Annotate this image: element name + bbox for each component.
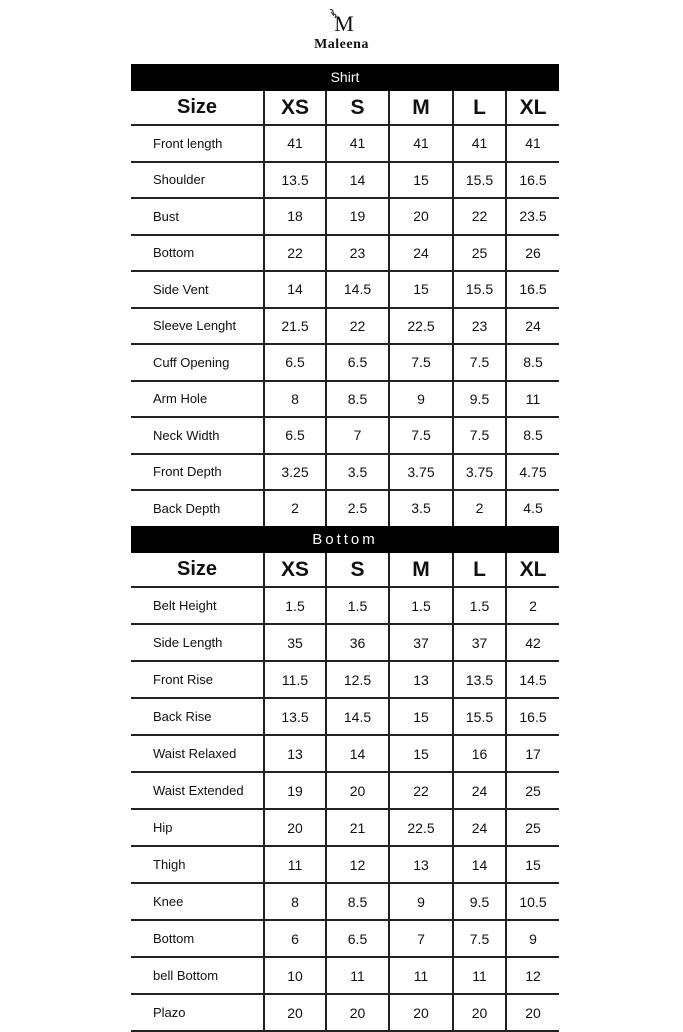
measurement-value: 2.5: [326, 490, 389, 527]
size-header-s: S: [326, 91, 389, 125]
size-header-xs: XS: [264, 553, 326, 587]
measurement-value: 15.5: [453, 271, 506, 308]
size-header-xl: XL: [506, 553, 559, 587]
measurement-value: 8.5: [326, 381, 389, 418]
size-header-l: L: [453, 553, 506, 587]
measurement-value: 16.5: [506, 162, 559, 199]
measurement-value: 19: [326, 198, 389, 235]
measurement-value: 23: [326, 235, 389, 272]
measurement-value: 15: [389, 735, 453, 772]
measurement-value: 4.75: [506, 454, 559, 491]
table-row: [131, 235, 559, 272]
measurement-value: 9: [389, 883, 453, 920]
measurement-label: Waist Relaxed: [131, 735, 264, 772]
measurement-value: 22: [453, 198, 506, 235]
measurement-value: 20: [326, 994, 389, 1031]
table-row: [131, 125, 559, 162]
measurement-value: 7.5: [453, 920, 506, 957]
measurement-value: 18: [264, 198, 326, 235]
measurement-value: 14: [264, 271, 326, 308]
measurement-value: 25: [506, 772, 559, 809]
measurement-value: 6.5: [326, 344, 389, 381]
size-header-m: M: [389, 553, 453, 587]
table-row: [131, 417, 559, 454]
measurement-value: 2: [264, 490, 326, 527]
size-column-header: Size: [131, 553, 264, 587]
measurement-value: 15.5: [453, 698, 506, 735]
measurement-value: 37: [453, 624, 506, 661]
measurement-label: Side Vent: [131, 271, 264, 308]
measurement-label: Plazo: [131, 994, 264, 1031]
brand-name: Maleena: [314, 37, 369, 52]
measurement-label: Front Depth: [131, 454, 264, 491]
measurement-value: 13: [389, 661, 453, 698]
measurement-value: 9.5: [453, 381, 506, 418]
measurement-value: 10: [264, 957, 326, 994]
measurement-value: 7: [389, 920, 453, 957]
shirt-banner: Shirt: [131, 64, 559, 91]
measurement-value: 23: [453, 308, 506, 345]
measurement-value: 20: [389, 994, 453, 1031]
measurement-value: 20: [506, 994, 559, 1031]
measurement-value: 7.5: [453, 344, 506, 381]
measurement-value: 22: [389, 772, 453, 809]
measurement-value: 3.5: [389, 490, 453, 527]
size-header-m: M: [389, 91, 453, 125]
measurement-value: 9.5: [453, 883, 506, 920]
measurement-value: 14: [453, 846, 506, 883]
shirt-table: [131, 91, 559, 528]
measurement-label: Sleeve Lenght: [131, 308, 264, 345]
measurement-value: 3.75: [389, 454, 453, 491]
measurement-value: 15.5: [453, 162, 506, 199]
measurement-label: Front Rise: [131, 661, 264, 698]
measurement-value: 15: [389, 271, 453, 308]
measurement-value: 14: [326, 735, 389, 772]
table-row: [131, 381, 559, 418]
table-row: [131, 308, 559, 345]
table-row: [131, 735, 559, 772]
table-row: [131, 957, 559, 994]
measurement-value: 10.5: [506, 883, 559, 920]
table-row: [131, 772, 559, 809]
measurement-value: 7.5: [389, 344, 453, 381]
measurement-value: 6.5: [264, 344, 326, 381]
measurement-value: 20: [264, 994, 326, 1031]
measurement-value: 20: [453, 994, 506, 1031]
size-header-s: S: [326, 553, 389, 587]
measurement-value: 4.5: [506, 490, 559, 527]
measurement-value: 11: [264, 846, 326, 883]
bottom-table: [131, 553, 559, 1032]
measurement-value: 13: [264, 735, 326, 772]
measurement-value: 11: [453, 957, 506, 994]
size-header-xl: XL: [506, 91, 559, 125]
measurement-value: 25: [506, 809, 559, 846]
measurement-value: 41: [264, 125, 326, 162]
table-row: [131, 587, 559, 624]
size-column-header: Size: [131, 91, 264, 125]
measurement-value: 42: [506, 624, 559, 661]
table-row: [131, 920, 559, 957]
measurement-label: Bottom: [131, 235, 264, 272]
measurement-value: 3.5: [326, 454, 389, 491]
measurement-value: 20: [264, 809, 326, 846]
brand-logo: [0, 6, 683, 53]
measurement-value: 41: [389, 125, 453, 162]
measurement-label: Cuff Opening: [131, 344, 264, 381]
table-row: [131, 846, 559, 883]
table-row: [131, 661, 559, 698]
measurement-value: 12: [326, 846, 389, 883]
table-row: [131, 198, 559, 235]
shirt-size-chart: [131, 64, 559, 528]
table-row: [131, 162, 559, 199]
measurement-value: 16.5: [506, 698, 559, 735]
measurement-value: 41: [453, 125, 506, 162]
measurement-value: 7: [326, 417, 389, 454]
measurement-label: Hip: [131, 809, 264, 846]
shirt-header-row: [131, 91, 559, 125]
measurement-value: 24: [506, 308, 559, 345]
bottom-size-chart: [131, 526, 559, 1032]
measurement-value: 22.5: [389, 308, 453, 345]
measurement-value: 41: [506, 125, 559, 162]
measurement-value: 22: [326, 308, 389, 345]
measurement-label: Shoulder: [131, 162, 264, 199]
measurement-label: Knee: [131, 883, 264, 920]
measurement-value: 13.5: [453, 661, 506, 698]
measurement-value: 14: [326, 162, 389, 199]
measurement-value: 37: [389, 624, 453, 661]
measurement-value: 15: [389, 698, 453, 735]
size-header-xs: XS: [264, 91, 326, 125]
table-row: [131, 344, 559, 381]
measurement-value: 20: [389, 198, 453, 235]
measurement-value: 11: [326, 957, 389, 994]
measurement-value: 16.5: [506, 271, 559, 308]
measurement-value: 8: [264, 381, 326, 418]
measurement-value: 24: [453, 809, 506, 846]
measurement-value: 8.5: [326, 883, 389, 920]
measurement-label: Bust: [131, 198, 264, 235]
measurement-value: 22.5: [389, 809, 453, 846]
table-row: [131, 809, 559, 846]
measurement-value: 24: [453, 772, 506, 809]
measurement-value: 36: [326, 624, 389, 661]
measurement-label: Bottom: [131, 920, 264, 957]
measurement-value: 13.5: [264, 162, 326, 199]
measurement-value: 19: [264, 772, 326, 809]
measurement-value: 21.5: [264, 308, 326, 345]
measurement-value: 7.5: [389, 417, 453, 454]
measurement-value: 25: [453, 235, 506, 272]
table-row: [131, 698, 559, 735]
measurement-value: 41: [326, 125, 389, 162]
measurement-value: 21: [326, 809, 389, 846]
table-row: [131, 994, 559, 1031]
measurement-value: 1.5: [389, 587, 453, 624]
measurement-value: 24: [389, 235, 453, 272]
measurement-value: 23.5: [506, 198, 559, 235]
table-row: [131, 454, 559, 491]
measurement-value: 11.5: [264, 661, 326, 698]
size-header-l: L: [453, 91, 506, 125]
measurement-label: Neck Width: [131, 417, 264, 454]
measurement-label: Arm Hole: [131, 381, 264, 418]
measurement-value: 14.5: [506, 661, 559, 698]
measurement-value: 2: [453, 490, 506, 527]
measurement-value: 11: [389, 957, 453, 994]
bottom-header-row: [131, 553, 559, 587]
measurement-value: 3.75: [453, 454, 506, 491]
measurement-value: 8.5: [506, 344, 559, 381]
measurement-value: 12.5: [326, 661, 389, 698]
measurement-value: 15: [506, 846, 559, 883]
table-row: [131, 490, 559, 527]
measurement-value: 15: [389, 162, 453, 199]
measurement-value: 26: [506, 235, 559, 272]
measurement-value: 16: [453, 735, 506, 772]
measurement-value: 17: [506, 735, 559, 772]
measurement-label: Front length: [131, 125, 264, 162]
measurement-label: Back Depth: [131, 490, 264, 527]
measurement-value: 9: [506, 920, 559, 957]
measurement-value: 6.5: [264, 417, 326, 454]
measurement-label: Back Rise: [131, 698, 264, 735]
measurement-value: 35: [264, 624, 326, 661]
table-row: [131, 271, 559, 308]
measurement-value: 3.25: [264, 454, 326, 491]
measurement-value: 14.5: [326, 698, 389, 735]
measurement-label: Belt Height: [131, 587, 264, 624]
measurement-label: bell Bottom: [131, 957, 264, 994]
table-row: [131, 883, 559, 920]
measurement-value: 9: [389, 381, 453, 418]
measurement-value: 1.5: [326, 587, 389, 624]
measurement-value: 2: [506, 587, 559, 624]
measurement-value: 13: [389, 846, 453, 883]
brand-monogram-letter: M: [333, 11, 354, 36]
measurement-value: 8.5: [506, 417, 559, 454]
measurement-label: Side Length: [131, 624, 264, 661]
measurement-value: 22: [264, 235, 326, 272]
measurement-value: 20: [326, 772, 389, 809]
measurement-value: 1.5: [453, 587, 506, 624]
brand-monogram-icon: [322, 6, 362, 36]
measurement-value: 12: [506, 957, 559, 994]
measurement-value: 11: [506, 381, 559, 418]
measurement-value: 13.5: [264, 698, 326, 735]
bottom-banner: Bottom: [131, 526, 559, 553]
measurement-label: Waist Extended: [131, 772, 264, 809]
measurement-label: Thigh: [131, 846, 264, 883]
table-row: [131, 624, 559, 661]
measurement-value: 1.5: [264, 587, 326, 624]
measurement-value: 7.5: [453, 417, 506, 454]
measurement-value: 14.5: [326, 271, 389, 308]
measurement-value: 6.5: [326, 920, 389, 957]
measurement-value: 6: [264, 920, 326, 957]
measurement-value: 8: [264, 883, 326, 920]
